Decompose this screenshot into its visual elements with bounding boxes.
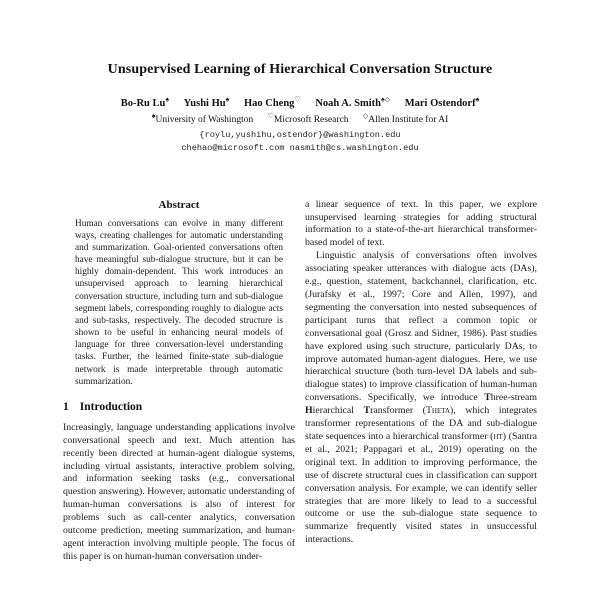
author-name: Mari Ostendorf [404,97,476,109]
right-column-paragraph-1: a linear sequence of text. In this paper, we explore unsupervised learning strategies for adding structural information to a state-of-the-art hierarchical transformer-based model of text. [305,198,537,249]
abstract-text: Human conversations can evolve in many different ways, creating challenges for automatic understanding and summarization. Goal-oriented conversations often have meaningful sub-dialogue structure, but it can be highly domain-dependent. This work introduces an unsupervised approach to learning hierarchical conversation structure, including turn and sub-dialogue segment labels, corresponding roughly to dialogue acts and sub-tasks, respectively. The decoded structure is shown to be useful in enhancing neural models of language for three conversation-level understanding tasks. Further, the learned finite-state sub-dialogue network is made interpretable through automatic summarization. [75,218,283,387]
section-number: 1 [63,400,69,413]
emails-block [0,129,600,155]
paragraph-text: ierarchical [312,405,364,417]
authors-line [0,95,600,109]
two-column-body [0,199,600,564]
affiliation-name: University of Washington [155,114,254,125]
section-heading-introduction [63,401,295,413]
paper-header [0,0,600,155]
author [243,95,301,109]
affiliations-line [0,112,600,125]
paragraph-text: hree-stream [490,392,537,404]
left-column [63,199,295,564]
section-title: Introduction [79,400,143,413]
author [404,95,480,109]
bold-letter: T [484,392,491,404]
email-line: chehao@microsoft.com nasmith@cs.washington.edu [181,142,419,153]
paragraph-text: ransformer ( [370,405,426,417]
paragraph-text: Linguistic analysis of conversations often involves associating speaker utterances with dialogue acts (DAs), e.g., question, statement, backchannel, clarification, etc. (Jurafsky et al., 1997; Core and Allen, 1997), and segmenting the conversation into nested subsequences of participant turns that reflect a common topic or conversational goal (Grosz and Sidner, 1986). Past studies have explored using such structure, particularly DAs, to improve automated human-agent dialogues. Here, we use hierarchical structure (both turn-level DA labels and sub-dialogue states) to improve classification of human-human conversations. Specifically, we introduce [305,250,537,404]
bold-letter: T [363,405,371,417]
author-name: Bo-Ru Lu [120,97,166,109]
author-name: Noah A. Smith [315,97,381,109]
author-name: Hao Cheng [243,97,295,109]
author-affiliation-marker: ♠◇ [380,95,391,103]
author-name: Yushi Hu [183,97,226,109]
introduction-paragraph-1: Increasingly, language understanding applications involve conversational speech and text. Much attention has recently been directed at human-agent dialogue systems, including virtual assistants, interactive problem solving, and information seeking tasks (e.g., conversational question answering). However, automatic understanding of human-human conversations is also of interest for problems such as call-center analytics, conversation outcome prediction, meeting summarization, and human-agent interaction involving multiple people. The focus of this paper is on human-human conversation under- [63,421,295,562]
model-name-ht: ht [493,430,503,442]
affiliation-marker: ◇ [362,111,369,120]
abstract-heading: Abstract [158,198,200,211]
author [183,95,230,109]
author-affiliation-marker: ♠ [165,95,170,103]
affiliation-name: Microsoft Research [273,114,349,125]
model-name-theta: Theta [425,405,451,417]
affiliation-marker: ♡ [267,111,274,120]
bold-letter: H [305,405,313,417]
affiliation [267,111,349,125]
author-affiliation-marker: ♠ [475,95,480,103]
abstract-section [63,199,295,388]
paragraph-text: ) (Santra et al., 2021; Pappagari et al., 2019) operating on the original text. In addition to improving performance, the use of discrete structural cues in classification can support conversation analysis. For example, we can identify seller strategies that are more likely to lead to a successful outcome or use the sub-dialogue state sequence to summarize frequently visited states in unsuccessful interactions. [305,430,537,546]
affiliation-marker: ♠ [151,111,156,120]
author [120,95,170,109]
page-title: Unsupervised Learning of Hierarchical Conversation Structure [107,62,493,77]
author [315,95,391,109]
author-affiliation-marker: ♡ [294,95,301,103]
right-column [305,199,537,564]
paragraph-text: ), which integrates transformer representations of the DA and sub-dialogue state sequences into a hierarchical transformer ( [305,405,537,442]
email-line: {roylu,yushihu,ostendor}@washington.edu [199,129,401,140]
affiliation [362,111,449,125]
affiliation-name: Allen Institute for AI [368,114,449,125]
author-affiliation-marker: ♠ [225,95,230,103]
right-column-paragraph-2 [305,250,537,547]
affiliation [151,111,254,125]
